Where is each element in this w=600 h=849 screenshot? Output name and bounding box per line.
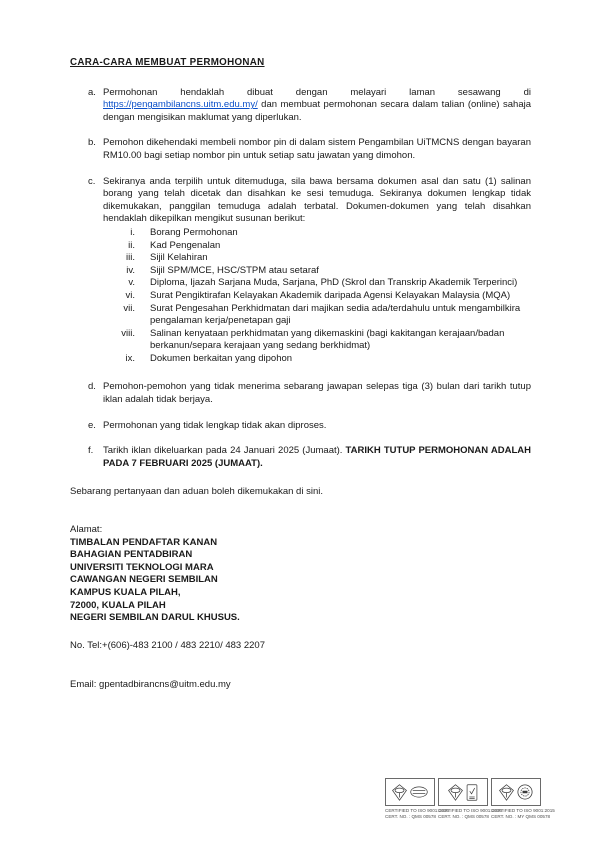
certification-badges	[385, 778, 555, 819]
check-cert-icon	[466, 784, 478, 801]
roman-numeral: vii.	[123, 302, 135, 314]
address-line: TIMBALAN PENDAFTAR KANAN	[70, 536, 218, 548]
cert-caption-line1: CERTIFIED TO ISO 9001:2015	[491, 808, 555, 814]
phone-line: No. Tel:+(606)-483 2100 / 483 2210/ 483 2207	[70, 639, 265, 651]
cert-caption	[438, 808, 502, 819]
checklist-item-label: Borang Permohonan	[150, 226, 238, 238]
cert-caption-line2: CERT. NO. : QMS 00578	[438, 813, 489, 819]
address-block	[70, 537, 531, 625]
checklist-item-label: Surat Pengiktirafan Kelayakan Akademik daripada Agensi Kelayakan Malaysia (MQA)	[150, 289, 511, 301]
closing-date-text: TARIKH TUTUP PERMOHONAN ADALAH PADA 7 FEBRUARI 2025 (JUMAAT).	[103, 445, 531, 469]
cert-badge-box	[385, 778, 435, 806]
item-a-text-before: Permohonan hendaklah dibuat dengan melayari laman sesawang di	[103, 86, 531, 98]
cert-badge-box	[438, 778, 488, 806]
application-portal-link[interactable]: https://pengambilancns.uitm.edu.my/	[103, 99, 258, 111]
checklist-item-label: Sijil SPM/MCE, HSC/STPM atau setaraf	[150, 264, 319, 276]
roman-numeral: ix.	[125, 352, 135, 364]
checklist-row	[103, 328, 531, 353]
checklist-item-label: Salinan kenyataan perkhidmatan yang dikemaskini (bagi kakitangan kerajaan/badan berkanun/separa kerajaan yang sedang berkhidmat)	[150, 327, 505, 352]
list-item-c	[88, 176, 531, 366]
list-marker: f.	[88, 445, 94, 457]
list-item-e	[88, 420, 531, 433]
diamond-cert-icon	[448, 784, 463, 801]
checklist-row	[103, 303, 531, 328]
list-item-d	[88, 381, 531, 406]
address-line: NEGERI SEMBILAN DARUL KHUSUS.	[70, 612, 240, 624]
checklist-item-label: Sijil Kelahiran	[150, 252, 208, 264]
item-f-text: Tarikh iklan dikeluarkan pada 24 Januari 2025 (Jumaat).	[103, 445, 346, 457]
roman-numeral: ii.	[128, 239, 135, 251]
checklist-row	[103, 277, 531, 290]
checklist-item-label: Kad Pengenalan	[150, 239, 221, 251]
address-line: BAHAGIAN PENTADBIRAN	[70, 549, 193, 561]
checklist-row	[103, 227, 531, 240]
item-a-text-after: dan membuat permohonan secara dalam talian (online) sahaja dengan mengisikan maklumat yang diperlukan.	[103, 99, 531, 123]
checklist-item-label: Surat Pengesahan Perkhidmatan dari majikan sedia ada/terdahulu untuk mengambilkira pengalaman kerja/penetapan gaji	[150, 302, 521, 327]
roman-numeral: iii.	[126, 252, 135, 264]
address-line: KAMPUS KUALA PILAH,	[70, 587, 181, 598]
roman-numeral: vi.	[125, 289, 135, 301]
list-marker: c.	[88, 175, 96, 187]
item-c-text: Sekiranya anda terpilih untuk ditemuduga, sila bawa bersama dokumen asal dan satu (1) salinan borang yang telah dicetak dan disahkan ke sesi temuduga. Sekiranya dokumen lengkap tidak dikemukakan, panggilan temuduga adalah terbatal. Dokumen-dokumen yang telah disahkan hendaklah dikepilkan mengikut susunan berikut:	[103, 175, 531, 225]
checklist-row	[103, 240, 531, 253]
cert-caption-line2: CERT. NO. : QMS 00578	[385, 813, 436, 819]
roman-numeral: viii.	[121, 327, 135, 339]
list-item-text: Permohonan yang tidak lengkap tidak akan diproses.	[103, 419, 327, 431]
roman-numeral: i.	[130, 226, 135, 238]
cert-badge-box	[491, 778, 541, 806]
checklist-item-label: Diploma, Ijazah Sarjana Muda, Sarjana, PhD (Skrol dan Transkrip Akademik Terperinci)	[150, 277, 518, 289]
list-marker: a.	[88, 86, 96, 98]
diamond-cert-icon	[392, 784, 407, 801]
list-item-text	[103, 87, 531, 125]
list-item-text	[103, 445, 531, 470]
cert-caption-line2: CERT. NO. : MY QMS 00578	[491, 813, 551, 819]
list-item-f	[88, 445, 531, 470]
checklist-row	[103, 252, 531, 265]
page-title: CARA-CARA MEMBUAT PERMOHONAN	[70, 57, 265, 68]
checklist-row	[103, 265, 531, 278]
address-line: UNIVERSITI TEKNOLOGI MARA	[70, 561, 214, 573]
list-marker: d.	[88, 381, 96, 393]
list-item-text: Pemohon-pemohon yang tidak menerima sebarang jawapan selepas tiga (3) bulan dari tarikh tutup iklan adalah tidak berjaya.	[103, 381, 531, 406]
round-cert-icon	[517, 784, 533, 800]
checklist-row	[103, 290, 531, 303]
document-checklist	[103, 227, 531, 366]
list-item-b	[88, 137, 531, 162]
diamond-cert-icon	[499, 784, 514, 801]
cert-badge	[438, 778, 502, 819]
roman-numeral: v.	[128, 277, 135, 289]
list-item-a	[88, 87, 531, 125]
roman-numeral: iv.	[126, 264, 135, 276]
address-line: 72000, KUALA PILAH	[70, 599, 166, 611]
inquiry-line: Sebarang pertanyaan dan aduan boleh dikemukakan di sini.	[70, 486, 323, 498]
list-marker: b.	[88, 137, 96, 149]
cert-caption	[385, 808, 449, 819]
list-marker: e.	[88, 419, 96, 431]
cert-caption-line1: CERTIFIED TO ISO 9001:2015	[438, 808, 502, 814]
checklist-row	[103, 353, 531, 366]
address-label: Alamat:	[70, 524, 103, 536]
list-item-text: Pemohon dikehendaki membeli nombor pin di dalam sistem Pengambilan UiTMCNS dengan bayaran RM10.00 bagi setiap nombor pin untuk setiap satu jawatan yang dimohon.	[103, 137, 531, 161]
oval-cert-icon	[410, 786, 428, 798]
cert-caption-line1: CERTIFIED TO ISO 9001:2015	[385, 808, 449, 814]
cert-caption	[491, 808, 555, 819]
document-content	[70, 57, 531, 692]
cert-badge	[385, 778, 449, 819]
email-line: Email: gpentadbirancns@uitm.edu.my	[70, 679, 231, 691]
cert-badge	[491, 778, 555, 819]
list-item-text	[103, 176, 531, 366]
address-line: CAWANGAN NEGERI SEMBILAN	[70, 574, 218, 586]
checklist-item-label: Dokumen berkaitan yang dipohon	[150, 352, 293, 364]
